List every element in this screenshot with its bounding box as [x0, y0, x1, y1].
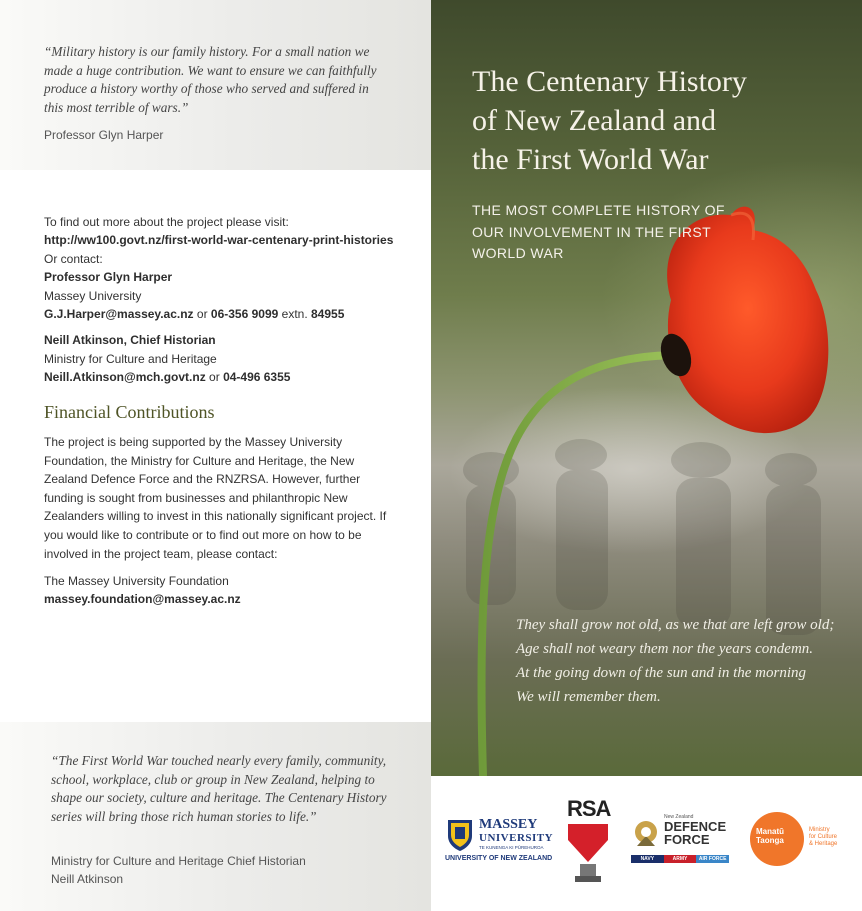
financial-org: The Massey University Foundation	[44, 574, 229, 588]
project-url[interactable]: http://ww100.govt.nz/first-world-war-centenary-print-histories	[44, 233, 394, 248]
poem-line: Age shall not weary them nor the years condemn.	[516, 641, 814, 657]
cover-subtitle-line2: OUR INVOLVEMENT IN THE FIRST	[472, 223, 712, 240]
mch-maori1: Manatū	[756, 827, 784, 836]
bottom-quote: “The First World War touched nearly every family, community, school, workplace, club or group in New Zealand, helping to shape our society, culture and heritage. The Centenary History series will bring those rich human stories to life.”	[51, 753, 387, 824]
mch-maori2: Taonga	[756, 836, 784, 845]
financial-heading: Financial Contributions	[44, 402, 215, 422]
navy-tag: NAVY	[631, 855, 664, 863]
financial-email[interactable]: massey.foundation@massey.ac.nz	[44, 592, 241, 607]
top-quote-box	[0, 0, 431, 170]
massey-footer: UNIVERSITY OF NEW ZEALAND	[445, 855, 553, 862]
defence-line1: DEFENCE	[664, 819, 727, 834]
contact1-org: Massey University	[44, 288, 142, 303]
defence-force-logo	[631, 814, 736, 869]
contact1-ext-label: extn.	[278, 307, 311, 322]
contact1-phone: 06-356 9099	[210, 307, 279, 322]
top-quote-attribution: Professor Glyn Harper	[44, 128, 164, 142]
mch-english-name	[809, 827, 837, 848]
cover-title-line1: The Centenary History	[472, 65, 747, 98]
mch-en1: Ministry	[809, 827, 830, 833]
poem-line: They shall grow not old, as we that are left grow old;	[516, 617, 835, 633]
mch-maori-name	[756, 827, 784, 845]
contact-block	[44, 213, 414, 387]
contact1-or: or	[193, 307, 211, 322]
cover-title	[472, 62, 812, 179]
defence-services-bar	[631, 855, 729, 863]
contact2-details	[44, 368, 414, 386]
poem-line: We will remember them.	[516, 689, 661, 705]
cover-subtitle-line3: WORLD WAR	[472, 245, 564, 261]
defence-small: New Zealand	[664, 814, 694, 820]
contact1-details	[44, 305, 414, 323]
financial-body: The project is being supported by the Massey University Foundation, the Ministry for Culture and Heritage, the New Zealand Defence Force and the RNZRSA. However, further funding is sought from businesses and philanthropic New Zealanders willing to invest in this nationally significant project. If you would like to contribute or to find out more on how to be involved in the project team, please contact:	[44, 435, 387, 561]
contact-intro: To find out more about the project please visit:	[44, 215, 289, 229]
mch-en3: & Heritage	[809, 841, 838, 847]
cover-panel	[431, 0, 862, 776]
massey-maori: TE KUNENGA KI PŪREHUROA	[479, 845, 544, 850]
contact2-phone: 04-496 6355	[223, 370, 291, 385]
cover-title-line2: of New Zealand and	[472, 104, 717, 137]
mch-en2: for Culture	[809, 834, 838, 840]
rsa-name: RSA	[567, 796, 611, 821]
massey-crest-icon	[445, 818, 475, 852]
army-tag: ARMY	[664, 855, 697, 863]
bottom-attribution-line1: Ministry for Culture and Heritage Chief Historian	[51, 854, 306, 868]
contact1-email[interactable]: G.J.Harper@massey.ac.nz	[44, 307, 194, 322]
poppy-heart-icon	[565, 822, 611, 884]
massey-logo	[445, 818, 555, 868]
bottom-attribution-line2: Neill Atkinson	[51, 872, 124, 886]
contact2-or: or	[205, 370, 224, 385]
cover-subtitle-line1: THE MOST COMPLETE HISTORY OF	[472, 202, 725, 218]
contact1-ext: 84955	[311, 307, 345, 322]
defence-line2: FORCE	[664, 832, 710, 847]
ode-of-remembrance	[516, 613, 856, 709]
mch-logo	[749, 811, 849, 871]
defence-crest-icon	[631, 818, 661, 852]
top-quote: “Military history is our family history. For a small nation we made a huge contribution. We want to ensure we can faithfully produce a history worthy of those who served and suffered in this most terrible of wars.”	[44, 44, 377, 115]
cover-title-line3: the First World War	[472, 143, 709, 176]
contact2-email[interactable]: Neill.Atkinson@mch.govt.nz	[44, 370, 206, 385]
partner-logos	[431, 776, 862, 911]
or-contact-label: Or contact:	[44, 251, 103, 266]
massey-university: UNIVERSITY	[479, 832, 554, 844]
financial-contact	[44, 572, 241, 609]
contact2-name: Neill Atkinson, Chief Historian	[44, 333, 216, 348]
contact1-name: Professor Glyn Harper	[44, 270, 173, 285]
contact2-org: Ministry for Culture and Heritage	[44, 351, 217, 366]
soldier-silhouettes	[463, 439, 821, 635]
cover-subtitle	[472, 200, 732, 265]
rsa-logo	[565, 796, 615, 886]
airforce-tag: AIR FORCE	[696, 855, 729, 863]
bottom-quote-attribution	[51, 852, 306, 888]
massey-name: MASSEY	[479, 817, 538, 832]
poem-line: At the going down of the sun and in the morning	[516, 665, 806, 681]
